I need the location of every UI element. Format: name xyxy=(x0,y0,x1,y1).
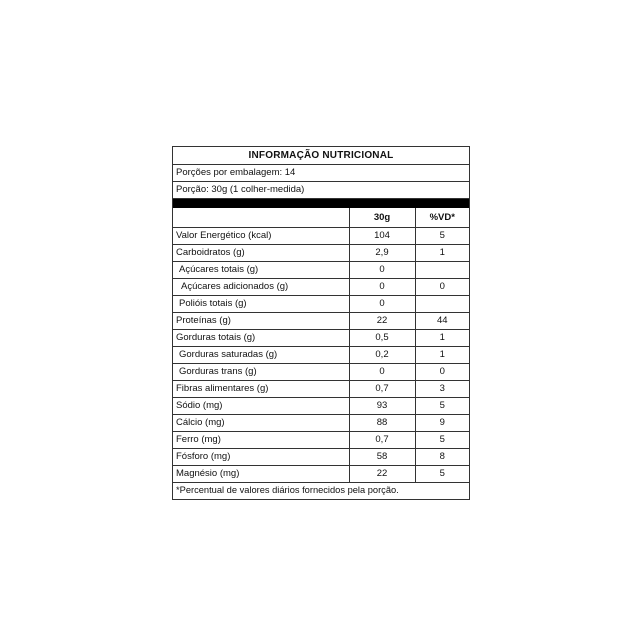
nutrient-quantity: 0 xyxy=(349,262,415,279)
nutrient-name: Gorduras totais (g) xyxy=(173,330,349,347)
table-header-row xyxy=(173,208,469,228)
nutrient-daily-value: 3 xyxy=(415,381,469,398)
nutrient-daily-value: 5 xyxy=(415,228,469,245)
nutrient-quantity: 0,7 xyxy=(349,381,415,398)
nutrient-daily-value xyxy=(415,262,469,279)
label-title: INFORMAÇÃO NUTRICIONAL xyxy=(173,147,469,165)
nutrient-daily-value: 9 xyxy=(415,415,469,432)
table-row xyxy=(173,364,469,381)
nutrient-daily-value: 5 xyxy=(415,432,469,449)
nutrient-daily-value: 5 xyxy=(415,466,469,483)
nutrient-name: Gorduras saturadas (g) xyxy=(173,347,349,364)
nutrient-name: Açúcares adicionados (g) xyxy=(173,279,349,296)
table-row xyxy=(173,381,469,398)
servings-per-package: Porções por embalagem: 14 xyxy=(173,165,469,182)
nutrient-quantity: 104 xyxy=(349,228,415,245)
nutrient-quantity: 0 xyxy=(349,364,415,381)
column-header-daily-value: %VD* xyxy=(415,208,469,228)
table-row xyxy=(173,262,469,279)
nutrient-quantity: 58 xyxy=(349,449,415,466)
thick-divider xyxy=(173,199,469,208)
nutrient-daily-value xyxy=(415,296,469,313)
nutrient-daily-value: 1 xyxy=(415,347,469,364)
nutrient-table xyxy=(173,208,469,483)
table-row xyxy=(173,432,469,449)
nutrient-name: Proteínas (g) xyxy=(173,313,349,330)
nutrient-name: Polióis totais (g) xyxy=(173,296,349,313)
serving-size: Porção: 30g (1 colher-medida) xyxy=(173,182,469,199)
nutrient-quantity: 0 xyxy=(349,279,415,296)
table-row xyxy=(173,245,469,262)
column-header-quantity: 30g xyxy=(349,208,415,228)
table-row xyxy=(173,228,469,245)
nutrient-daily-value: 1 xyxy=(415,245,469,262)
table-row xyxy=(173,398,469,415)
table-row xyxy=(173,466,469,483)
nutrient-daily-value: 1 xyxy=(415,330,469,347)
footnote: *Percentual de valores diários fornecidos pela porção. xyxy=(176,485,399,496)
nutrient-name: Açúcares totais (g) xyxy=(173,262,349,279)
nutrient-name: Gorduras trans (g) xyxy=(173,364,349,381)
column-header-nutrient xyxy=(173,208,349,228)
table-row xyxy=(173,330,469,347)
nutrient-name: Fibras alimentares (g) xyxy=(173,381,349,398)
table-row xyxy=(173,279,469,296)
nutrient-quantity: 0 xyxy=(349,296,415,313)
nutrient-daily-value: 0 xyxy=(415,279,469,296)
nutrient-quantity: 22 xyxy=(349,313,415,330)
nutrient-daily-value: 44 xyxy=(415,313,469,330)
nutrient-name: Cálcio (mg) xyxy=(173,415,349,432)
nutrient-quantity: 88 xyxy=(349,415,415,432)
nutrient-daily-value: 8 xyxy=(415,449,469,466)
nutrient-quantity: 93 xyxy=(349,398,415,415)
nutrient-quantity: 22 xyxy=(349,466,415,483)
nutrient-quantity: 2,9 xyxy=(349,245,415,262)
nutrient-name: Magnésio (mg) xyxy=(173,466,349,483)
table-row xyxy=(173,347,469,364)
nutrient-name: Fósforo (mg) xyxy=(173,449,349,466)
table-row xyxy=(173,415,469,432)
table-row xyxy=(173,449,469,466)
nutrient-daily-value: 0 xyxy=(415,364,469,381)
nutrient-daily-value: 5 xyxy=(415,398,469,415)
table-row xyxy=(173,296,469,313)
nutrient-name: Ferro (mg) xyxy=(173,432,349,449)
table-row xyxy=(173,313,469,330)
nutrient-name: Carboidratos (g) xyxy=(173,245,349,262)
nutrient-quantity: 0,5 xyxy=(349,330,415,347)
nutrient-quantity: 0,7 xyxy=(349,432,415,449)
nutrient-name: Valor Energético (kcal) xyxy=(173,228,349,245)
nutrient-name: Sódio (mg) xyxy=(173,398,349,415)
nutrition-facts-label xyxy=(172,146,470,500)
nutrient-quantity: 0,2 xyxy=(349,347,415,364)
